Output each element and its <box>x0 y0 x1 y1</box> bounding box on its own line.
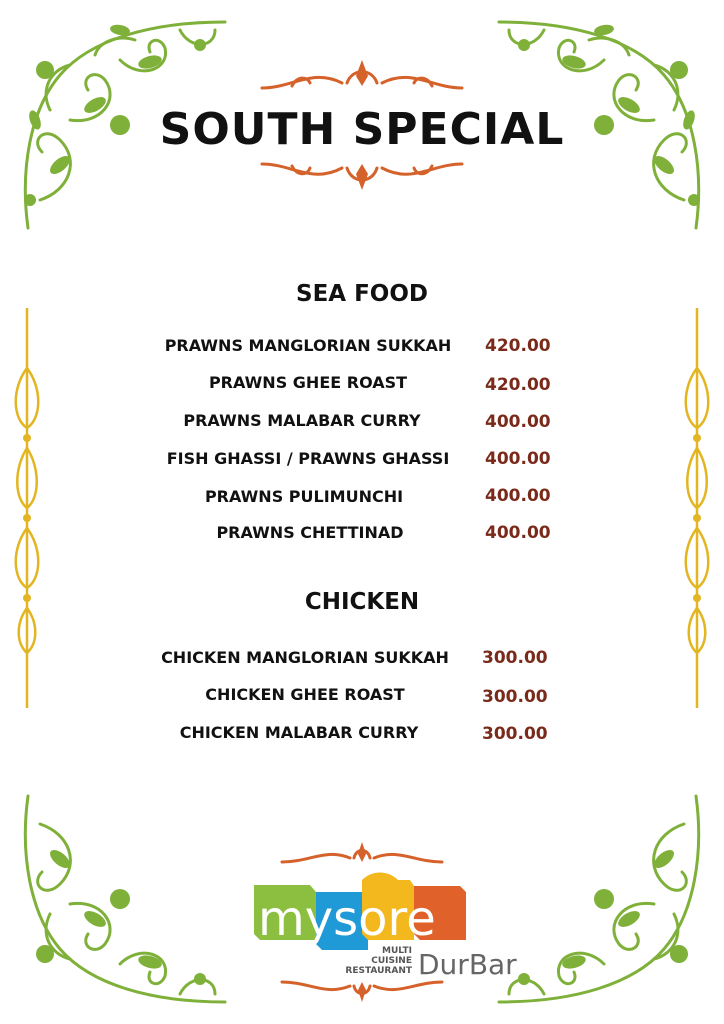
title-flourish-top <box>252 58 472 98</box>
menu-item-price: 300.00 <box>482 687 548 707</box>
menu-item-name: PRAWNS GHEE ROAST <box>208 373 408 392</box>
menu-item-name: CHICKEN GHEE ROAST <box>205 685 405 704</box>
logo-tagline-2: CUISINE <box>371 956 412 966</box>
menu-item-name: PRAWNS MALABAR CURRY <box>183 411 421 430</box>
menu-item-price: 420.00 <box>485 375 551 395</box>
menu-item-name: PRAWNS PULIMUNCHI <box>204 487 404 506</box>
menu-item-name: CHICKEN MANGLORIAN SUKKAH <box>161 648 449 667</box>
menu-item-name: FISH GHASSI / PRAWNS GHASSI <box>166 449 450 468</box>
logo-tagline-1: MULTI <box>382 946 412 956</box>
side-border-right <box>682 308 712 708</box>
menu-item-name: PRAWNS MANGLORIAN SUKKAH <box>164 336 452 355</box>
section-title-chicken: CHICKEN <box>304 589 420 615</box>
menu-item-name: PRAWNS CHETTINAD <box>216 523 404 542</box>
menu-item-price: 300.00 <box>482 648 548 668</box>
title-flourish-bottom <box>252 156 472 192</box>
page-title: SOUTH SPECIAL <box>159 104 565 155</box>
side-border-left <box>12 308 42 708</box>
menu-item-price: 400.00 <box>485 523 551 543</box>
menu-item-price: 400.00 <box>485 412 551 432</box>
menu-item-price: 400.00 <box>485 486 551 506</box>
logo-brand-text: mysore <box>258 891 436 947</box>
mysore-durbar-logo <box>0 840 724 1020</box>
menu-item-name: CHICKEN MALABAR CURRY <box>179 723 419 742</box>
menu-item-price: 400.00 <box>485 449 551 469</box>
menu-item-price: 420.00 <box>485 336 551 356</box>
section-title-sea-food: SEA FOOD <box>296 281 428 307</box>
menu-item-price: 300.00 <box>482 724 548 744</box>
logo-sub-text: DurBar <box>418 948 517 981</box>
logo-tagline-3: RESTAURANT <box>345 966 412 976</box>
